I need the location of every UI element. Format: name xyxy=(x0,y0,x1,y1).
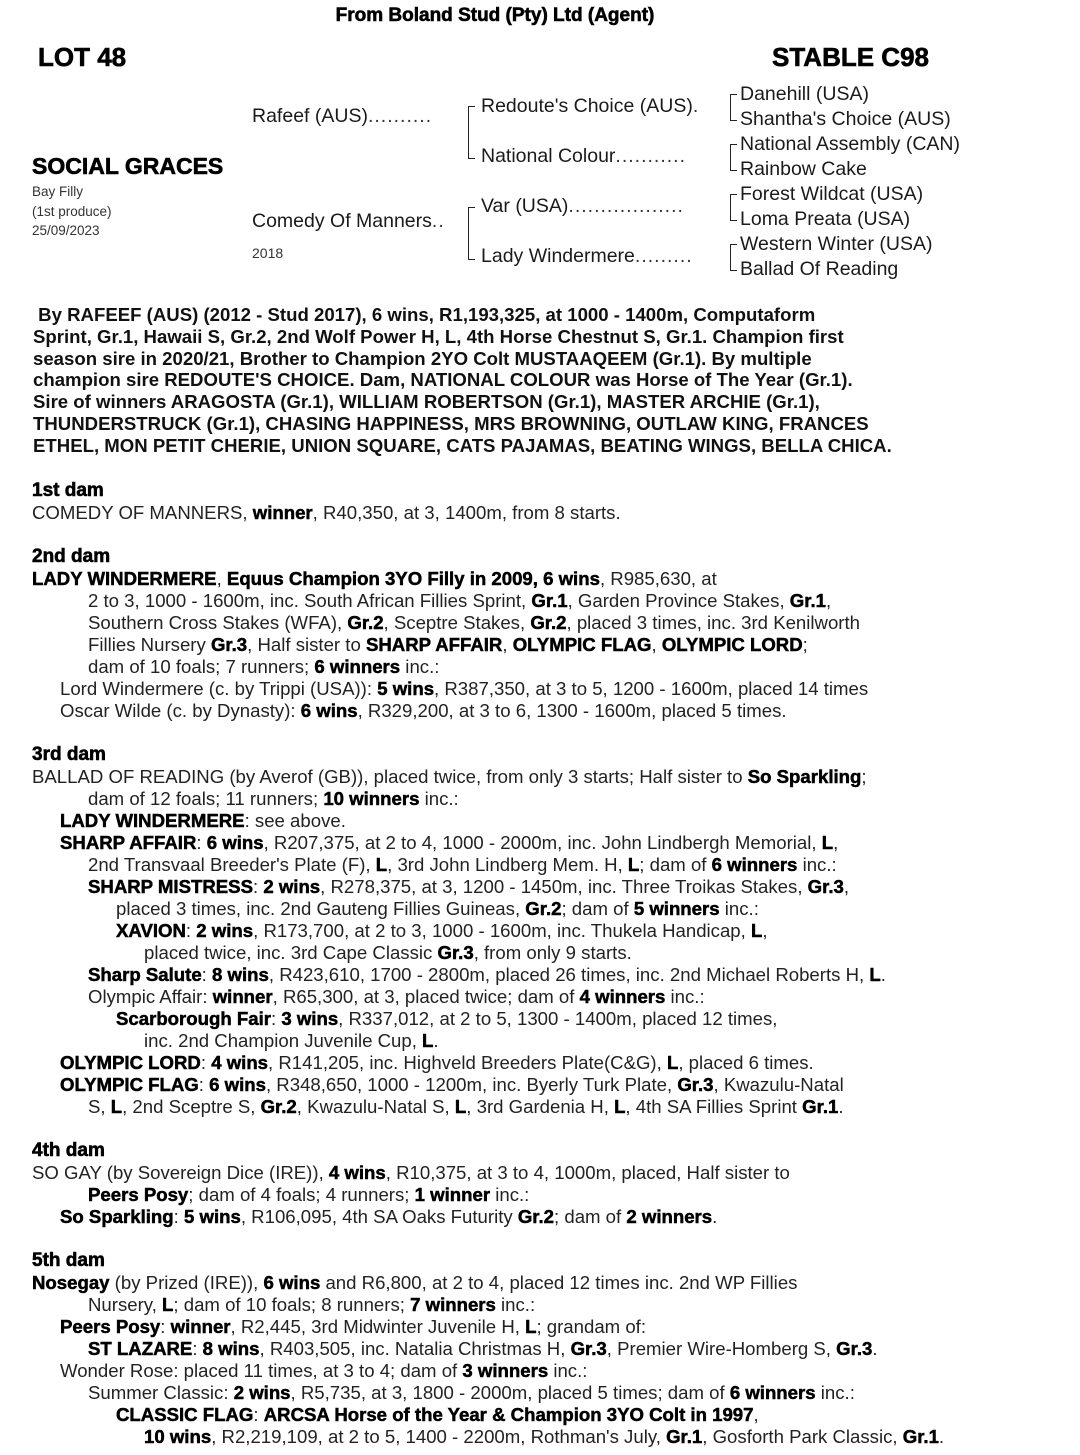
body-text: , R337,012, at 2 to 5, 1300 - 1400m, placed 12 times, xyxy=(338,1008,778,1029)
body-text: , Half sister to xyxy=(247,634,366,655)
body-text: inc.: xyxy=(815,1382,855,1403)
body-text: : xyxy=(252,876,264,897)
vendor-heading: From Boland Stud (Pty) Ltd (Agent) xyxy=(335,5,655,26)
body-text: : xyxy=(270,1008,282,1029)
body-text: : xyxy=(200,1052,212,1073)
body-text: , xyxy=(753,1404,759,1425)
pedigree-entry-line xyxy=(60,810,346,832)
body-text: : see above. xyxy=(244,810,346,831)
pedigree-entry-line xyxy=(144,1030,439,1052)
pedigree-dam-dam xyxy=(481,245,693,268)
body-text: : xyxy=(201,964,213,985)
body-text: , 4th SA Fillies Sprint xyxy=(625,1096,803,1117)
leader-dots: ........... xyxy=(615,145,687,167)
emphasis-text: Gr.3 xyxy=(210,634,248,655)
emphasis-text: Gr.2 xyxy=(530,612,567,633)
pedigree-entry-line xyxy=(88,656,439,678)
pedigree-entry-line xyxy=(88,964,886,986)
body-text: inc.: xyxy=(719,898,759,919)
emphasis-text: Gr.3 xyxy=(836,1338,873,1359)
body-text: , placed 3 times, inc. 3rd Kenilworth xyxy=(566,612,861,633)
pedigree-entry-line xyxy=(32,502,621,524)
emphasis-text: 6 winners xyxy=(314,656,401,677)
pedigree-gen3-6: Loma Preata (USA) xyxy=(740,208,911,230)
body-text: , R5,735, at 3, 1800 - 2000m, placed 5 times; dam of xyxy=(290,1382,730,1403)
section-heading: 2nd dam xyxy=(32,546,111,567)
emphasis-text: L xyxy=(666,1052,679,1073)
emphasis-text: OLYMPIC FLAG xyxy=(60,1074,199,1095)
pedigree-entry-line xyxy=(32,766,867,788)
body-text: , xyxy=(843,876,850,897)
emphasis-text: Peers Posy xyxy=(88,1184,189,1205)
pedigree-gen3-7: Western Winter (USA) xyxy=(740,233,933,255)
body-text: : xyxy=(185,920,197,941)
emphasis-text: Gr.1 xyxy=(789,590,826,611)
body-text: , R985,630, at xyxy=(599,568,717,589)
dam-sire-name: Var (USA) xyxy=(481,195,569,217)
pedigree-entry-line xyxy=(60,1052,814,1074)
pedigree-entry-line xyxy=(60,1206,717,1228)
emphasis-text: 3 winners xyxy=(462,1360,549,1381)
body-text: (by Prized (IRE)), xyxy=(109,1272,264,1293)
pedigree-dam-sire xyxy=(481,195,684,218)
emphasis-text: Gr.3 xyxy=(807,876,844,897)
body-text: , R207,375, at 2 to 4, 1000 - 2000m, inc. John Lindbergh Memorial, xyxy=(263,832,822,853)
body-text: , R348,650, 1000 - 1200m, inc. Byerly Turk Plate, xyxy=(265,1074,678,1095)
section-heading: 3rd dam xyxy=(32,744,106,765)
body-text: , Gosforth Park Classic, xyxy=(702,1426,903,1447)
emphasis-text: L xyxy=(110,1096,123,1117)
leader-dots: ......... xyxy=(634,245,693,267)
body-text: : xyxy=(192,1338,203,1359)
body-text: inc.: xyxy=(419,788,459,809)
pedigree-entry-line xyxy=(144,942,632,964)
pedigree-gen3-5: Forest Wildcat (USA) xyxy=(740,183,924,205)
pedigree-entry-line xyxy=(88,590,831,612)
pedigree-entry-line xyxy=(88,1294,535,1316)
body-text: ; xyxy=(802,634,808,655)
body-text: S, xyxy=(88,1096,111,1117)
sire-sire-name: Redoute's Choice (AUS) xyxy=(481,95,693,117)
body-text: ; xyxy=(861,766,867,787)
leader-dots: . xyxy=(692,95,700,117)
body-text: , R106,095, 4th SA Oaks Futurity xyxy=(240,1206,518,1227)
body-text: Wonder Rose: placed 11 times, at 3 to 4; dam of xyxy=(60,1360,463,1381)
stable-number: STABLE C98 xyxy=(772,42,929,72)
sire-summary-line: ETHEL, MON PETIT CHERIE, UNION SQUARE, CATS PAJAMAS, BEATING WINGS, BELLA CHICA. xyxy=(33,434,892,456)
emphasis-text: 2 winners xyxy=(626,1206,713,1227)
body-text: , Premier Wire-Homberg S, xyxy=(606,1338,837,1359)
emphasis-text: 4 wins xyxy=(328,1162,386,1183)
body-text: ; dam of 10 foals; 8 runners; xyxy=(173,1294,411,1315)
body-text: , xyxy=(502,634,513,655)
emphasis-text: Gr.3 xyxy=(437,942,474,963)
emphasis-text: 1 winner xyxy=(414,1184,491,1205)
body-text: inc.: xyxy=(797,854,837,875)
body-text: , 3rd Gardenia H, xyxy=(466,1096,615,1117)
body-text: , R10,375, at 3 to 4, 1000m, placed, Half sister to xyxy=(385,1162,790,1183)
sire-summary-line: By RAFEEF (AUS) (2012 - Stud 2017), 6 wins, R1,193,325, at 1000 - 1400m, Computaform xyxy=(33,304,816,325)
pedigree-entry-line xyxy=(116,1404,759,1426)
emphasis-text: SHARP AFFAIR xyxy=(365,634,503,655)
sire-summary-line: Sprint, Gr.1, Hawaii S, Gr.2, 2nd Wolf Power H, L, 4th Horse Chestnut S, Gr.1. Champion first xyxy=(33,325,844,347)
body-text: Fillies Nursery xyxy=(88,634,211,655)
emphasis-text: So Sparkling xyxy=(60,1206,174,1227)
sire-summary-line: THUNDERSTRUCK (Gr.1), CHASING HAPPINESS, MRS BROWNING, OUTLAW KING, FRANCES xyxy=(33,412,869,434)
emphasis-text: Gr.1 xyxy=(531,590,568,611)
emphasis-text: Gr.1 xyxy=(666,1426,703,1447)
pedigree-sire-dam xyxy=(481,145,686,168)
pedigree-dam xyxy=(252,210,445,233)
pedigree-entry-line xyxy=(88,612,860,634)
leader-dots: .......... xyxy=(367,105,433,127)
body-text: BALLAD OF READING (by Averof (GB)), placed twice, from only 3 starts; Half sister to xyxy=(32,766,748,787)
pedigree-entry-line xyxy=(32,1162,790,1184)
emphasis-text: XAVION xyxy=(116,920,186,941)
emphasis-text: Equus Champion 3YO Filly in 2009, 6 wins xyxy=(226,568,600,589)
body-text: , xyxy=(216,568,227,589)
body-text: . xyxy=(433,1030,439,1051)
emphasis-text: Gr.1 xyxy=(802,1096,839,1117)
emphasis-text: 6 winners xyxy=(711,854,798,875)
body-text: , R173,700, at 2 to 3, 1000 - 1600m, inc. Thukela Handicap, xyxy=(253,920,751,941)
emphasis-text: L xyxy=(750,920,763,941)
pedigree-entry-line xyxy=(116,1008,777,1030)
body-text: and R6,800, at 2 to 4, placed 12 times inc. 2nd WP Fillies xyxy=(320,1272,798,1293)
body-text: Southern Cross Stakes (WFA), xyxy=(88,612,348,633)
body-text: , R65,300, at 3, placed twice; dam of xyxy=(272,986,580,1007)
body-text: , Garden Province Stakes, xyxy=(567,590,790,611)
emphasis-text: 8 wins xyxy=(212,964,269,985)
body-text: Olympic Affair: xyxy=(88,986,213,1007)
pedigree-entry-line xyxy=(116,920,768,942)
body-text: inc.: xyxy=(490,1184,530,1205)
body-text: , placed 6 times. xyxy=(678,1052,814,1073)
emphasis-text: SHARP MISTRESS xyxy=(88,876,253,897)
emphasis-text: Nosegay xyxy=(32,1272,110,1293)
emphasis-text: winner xyxy=(252,502,313,523)
emphasis-text: 5 wins xyxy=(184,1206,241,1227)
body-text: inc.: xyxy=(400,656,440,677)
horse-name: SOCIAL GRACES xyxy=(32,153,224,179)
body-text: , 3rd John Lindberg Mem. H, xyxy=(387,854,628,875)
dam-name: Comedy Of Manners xyxy=(252,210,432,232)
emphasis-text: 2 wins xyxy=(233,1382,291,1403)
body-text: 2 to 3, 1000 - 1600m, inc. South African Fillies Sprint, xyxy=(88,590,532,611)
emphasis-text: Gr.1 xyxy=(902,1426,939,1447)
emphasis-text: LADY WINDERMERE xyxy=(60,810,245,831)
section-heading: 5th dam xyxy=(32,1250,105,1271)
bracket-line xyxy=(730,144,737,171)
bracket-line xyxy=(730,244,737,271)
body-text: ; grandam of: xyxy=(536,1316,646,1337)
emphasis-text: winner xyxy=(212,986,273,1007)
emphasis-text: Sharp Salute xyxy=(88,964,202,985)
body-text: COMEDY OF MANNERS, xyxy=(32,502,253,523)
body-text: . xyxy=(838,1096,844,1117)
pedigree-gen3-4: Rainbow Cake xyxy=(740,158,867,180)
emphasis-text: Peers Posy xyxy=(60,1316,161,1337)
emphasis-text: 3 wins xyxy=(281,1008,339,1029)
body-text: , R2,445, 3rd Midwinter Juvenile H, xyxy=(230,1316,526,1337)
sire-summary-line: Sire of winners ARAGOSTA (Gr.1), WILLIAM ROBERTSON (Gr.1), MASTER ARCHIE (Gr.1), xyxy=(33,391,820,413)
pedigree-entry-line xyxy=(144,1426,944,1448)
body-text: Summer Classic: xyxy=(88,1382,234,1403)
pedigree-gen3-2: Shantha's Choice (AUS) xyxy=(740,108,951,130)
body-text: , xyxy=(833,832,839,853)
body-text: , from only 9 starts. xyxy=(473,942,632,963)
emphasis-text: 2 wins xyxy=(263,876,321,897)
body-text: , Kwazulu-Natal S, xyxy=(296,1096,455,1117)
emphasis-text: 6 wins xyxy=(209,1074,266,1095)
pedigree-entry-line xyxy=(60,1074,844,1096)
pedigree-sire-sire xyxy=(481,95,699,118)
emphasis-text: OLYMPIC LORD xyxy=(60,1052,201,1073)
body-text: , R387,350, at 3 to 5, 1200 - 1600m, placed 14 times xyxy=(434,678,869,699)
pedigree-entry-line xyxy=(88,1184,529,1206)
sire-summary xyxy=(33,304,1043,457)
pedigree-gen3-8: Ballad Of Reading xyxy=(740,258,899,280)
bracket-line xyxy=(730,194,737,221)
emphasis-text: Gr.3 xyxy=(570,1338,607,1359)
body-text: , R278,375, at 3, 1200 - 1450m, inc. Three Troikas Stakes, xyxy=(320,876,808,897)
bracket-line xyxy=(468,106,475,159)
pedigree-gen3-1: Danehill (USA) xyxy=(740,83,869,105)
emphasis-text: 5 winners xyxy=(633,898,720,919)
pedigree-entry-line xyxy=(60,678,868,700)
emphasis-text: L xyxy=(614,1096,626,1117)
pedigree-entry-line xyxy=(60,1360,587,1382)
emphasis-text: Gr.2 xyxy=(525,898,562,919)
dam-dam-name: Lady Windermere xyxy=(481,245,635,267)
emphasis-text: Gr.2 xyxy=(517,1206,555,1227)
body-text: : xyxy=(253,1404,264,1425)
emphasis-text: 7 winners xyxy=(410,1294,496,1315)
body-text: ; dam of xyxy=(561,898,634,919)
body-text: ; dam of xyxy=(639,854,712,875)
body-text: placed twice, inc. 3rd Cape Classic xyxy=(144,942,438,963)
emphasis-text: L xyxy=(525,1316,537,1337)
emphasis-text: 6 wins xyxy=(263,1272,321,1293)
pedigree-entry-line xyxy=(116,898,759,920)
emphasis-text: Gr.2 xyxy=(260,1096,297,1117)
emphasis-text: L xyxy=(869,964,881,985)
pedigree-entry-line xyxy=(88,1096,844,1118)
emphasis-text: Gr.3 xyxy=(677,1074,714,1095)
body-text: , Kwazulu-Natal xyxy=(713,1074,844,1095)
bracket-line xyxy=(468,207,475,260)
emphasis-text: CLASSIC FLAG xyxy=(116,1404,254,1425)
emphasis-text: SHARP AFFAIR xyxy=(60,832,197,853)
body-text: , xyxy=(825,590,832,611)
body-text: , R329,200, at 3 to 6, 1300 - 1600m, placed 5 times. xyxy=(357,700,787,721)
body-text: ; dam of xyxy=(554,1206,627,1227)
body-text: ; dam of 4 foals; 4 runners; xyxy=(188,1184,415,1205)
section-heading: 1st dam xyxy=(32,480,104,501)
body-text: inc. 2nd Champion Juvenile Cup, xyxy=(144,1030,423,1051)
emphasis-text: 5 wins xyxy=(377,678,435,699)
body-text: Lord Windermere (c. by Trippi (USA)): xyxy=(60,678,378,699)
body-text: : xyxy=(173,1206,184,1227)
body-text: dam of 12 foals; 11 runners; xyxy=(88,788,324,809)
body-text: : xyxy=(196,832,207,853)
emphasis-text: 10 wins xyxy=(144,1426,212,1447)
leader-dots: .. xyxy=(431,210,445,232)
pedigree-entry-line xyxy=(88,634,808,656)
pedigree-entry-line xyxy=(60,832,838,854)
emphasis-text: OLYMPIC FLAG xyxy=(512,634,652,655)
emphasis-text: OLYMPIC LORD xyxy=(661,634,803,655)
pedigree-entry-line xyxy=(60,700,787,722)
leader-dots: .................. xyxy=(568,195,684,217)
emphasis-text: L xyxy=(375,854,388,875)
body-text: inc.: xyxy=(495,1294,536,1315)
body-text: , R2,219,109, at 2 to 5, 1400 - 2200m, Rothman's July, xyxy=(211,1426,667,1447)
emphasis-text: So Sparkling xyxy=(747,766,862,787)
body-text: . xyxy=(938,1426,945,1447)
body-text: , Sceptre Stakes, xyxy=(383,612,531,633)
body-text: , xyxy=(762,920,768,941)
emphasis-text: Scarborough Fair xyxy=(116,1008,271,1029)
sire-summary-line: champion sire REDOUTE'S CHOICE. Dam, NATIONAL COLOUR was Horse of The Year (Gr.1). xyxy=(33,369,853,391)
emphasis-text: 6 winners xyxy=(729,1382,816,1403)
body-text: , R141,205, inc. Highveld Breeders Plate(C&G), xyxy=(268,1052,667,1073)
body-text: SO GAY (by Sovereign Dice (IRE)), xyxy=(32,1162,329,1183)
emphasis-text: L xyxy=(162,1294,174,1315)
emphasis-text: LADY WINDERMERE xyxy=(32,568,217,589)
pedigree-entry-line xyxy=(88,1338,878,1360)
dam-year: 2018 xyxy=(252,245,284,261)
body-text: dam of 10 foals; 7 runners; xyxy=(88,656,315,677)
bracket-line xyxy=(730,94,737,121)
emphasis-text: ST LAZARE xyxy=(88,1338,193,1359)
pedigree-entry-line xyxy=(88,986,705,1008)
body-text: . xyxy=(880,964,886,985)
pedigree-gen3-3: National Assembly (CAN) xyxy=(740,133,960,155)
sire-name: Rafeef (AUS) xyxy=(252,105,368,127)
pedigree-entry-line xyxy=(32,568,717,590)
pedigree-entry-line xyxy=(88,788,459,810)
emphasis-text: ARCSA Horse of the Year & Champion 3YO Colt in 1997 xyxy=(263,1404,754,1425)
body-text: , 2nd Sceptre S, xyxy=(122,1096,261,1117)
body-text: . xyxy=(712,1206,718,1227)
body-text: , R423,610, 1700 - 2800m, placed 26 times, inc. 2nd Michael Roberts H, xyxy=(268,964,870,985)
lot-number: LOT 48 xyxy=(38,42,127,72)
emphasis-text: 8 wins xyxy=(202,1338,260,1359)
body-text: inc.: xyxy=(665,986,705,1007)
emphasis-text: 4 wins xyxy=(211,1052,269,1073)
pedigree-entry-line xyxy=(88,1382,855,1404)
emphasis-text: L xyxy=(422,1030,434,1051)
body-text: Nursery, xyxy=(88,1294,163,1315)
emphasis-text: 2 wins xyxy=(196,920,254,941)
pedigree-entry-line xyxy=(60,1316,646,1338)
body-text: placed 3 times, inc. 2nd Gauteng Fillies Guineas, xyxy=(116,898,526,919)
pedigree-sire xyxy=(252,105,432,128)
horse-foaling-date: 25/09/2023 xyxy=(32,223,100,238)
pedigree-entry-line xyxy=(32,1272,797,1294)
sire-dam-name: National Colour xyxy=(481,145,616,167)
horse-produce: (1st produce) xyxy=(32,204,112,219)
body-text: : xyxy=(198,1074,210,1095)
emphasis-text: L xyxy=(821,832,834,853)
emphasis-text: winner xyxy=(170,1316,231,1337)
emphasis-text: L xyxy=(454,1096,467,1117)
body-text: inc.: xyxy=(548,1360,588,1381)
body-text: , R403,505, inc. Natalia Christmas H, xyxy=(259,1338,571,1359)
body-text: . xyxy=(872,1338,878,1359)
emphasis-text: L xyxy=(627,854,640,875)
pedigree-entry-line xyxy=(88,876,849,898)
emphasis-text: Gr.2 xyxy=(347,612,384,633)
body-text: : xyxy=(160,1316,171,1337)
emphasis-text: 10 winners xyxy=(323,788,420,809)
pedigree-entry-line xyxy=(88,854,837,876)
emphasis-text: 6 wins xyxy=(300,700,358,721)
horse-colour-sex: Bay Filly xyxy=(32,184,84,199)
emphasis-text: 6 wins xyxy=(206,832,264,853)
emphasis-text: 4 winners xyxy=(579,986,666,1007)
body-text: , xyxy=(651,634,662,655)
body-text: 2nd Transvaal Breeder's Plate (F), xyxy=(88,854,376,875)
body-text: Oscar Wilde (c. by Dynasty): xyxy=(60,700,301,721)
sire-summary-line: season sire in 2020/21, Brother to Champion 2YO Colt MUSTAAQEEM (Gr.1). By multiple xyxy=(33,347,812,369)
section-heading: 4th dam xyxy=(32,1140,105,1161)
body-text: , R40,350, at 3, 1400m, from 8 starts. xyxy=(312,502,621,523)
